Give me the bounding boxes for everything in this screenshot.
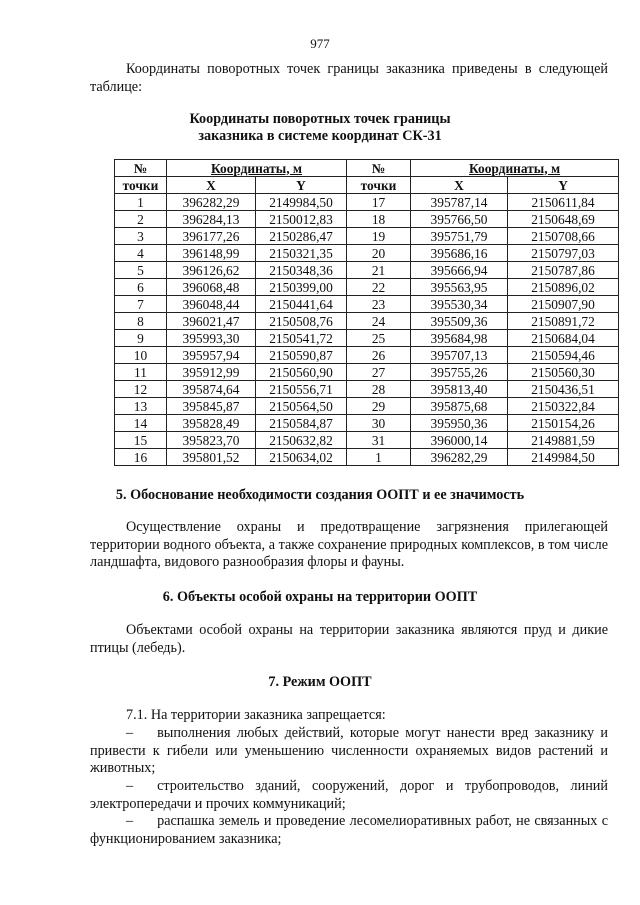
x-coordinate-cell: 395509,36 — [411, 313, 508, 330]
section-6-text: Объектами особой охраны на территории заказника являются пруд и дикие птицы (лебедь). — [90, 622, 608, 656]
table-title-line-1: Координаты поворотных точек границы — [189, 111, 451, 127]
x-coordinate-cell: 395751,79 — [411, 228, 508, 245]
x-coordinate-cell: 396126,62 — [167, 262, 256, 279]
y-coordinate-cell: 2150560,30 — [508, 364, 619, 381]
x-coordinate-cell: 396148,99 — [167, 245, 256, 262]
point-no-cell: 11 — [115, 364, 167, 381]
header-point-label-right: точки — [347, 177, 411, 194]
x-coordinate-cell: 395666,94 — [411, 262, 508, 279]
y-coordinate-cell: 2150508,76 — [256, 313, 347, 330]
y-coordinate-cell: 2150797,03 — [508, 245, 619, 262]
point-no-cell: 4 — [115, 245, 167, 262]
y-coordinate-cell: 2150611,84 — [508, 194, 619, 211]
prohibition-item-3: – распашка земель и проведение лесомелиоративных работ, не связанных с функционированием заказника; — [90, 813, 608, 847]
table-row — [115, 364, 619, 381]
header-coordinates-left: Координаты, м — [167, 160, 347, 177]
y-coordinate-cell: 2150441,64 — [256, 296, 347, 313]
x-coordinate-cell: 395801,52 — [167, 449, 256, 466]
coordinates-table-body — [115, 194, 619, 466]
x-coordinate-cell: 396000,14 — [411, 432, 508, 449]
y-coordinate-cell: 2150154,26 — [508, 415, 619, 432]
x-coordinate-cell: 395950,36 — [411, 415, 508, 432]
point-no-cell: 13 — [115, 398, 167, 415]
table-row — [115, 398, 619, 415]
x-coordinate-cell: 395813,40 — [411, 381, 508, 398]
point-no-cell: 18 — [347, 211, 411, 228]
point-no-cell: 28 — [347, 381, 411, 398]
x-coordinate-cell: 395845,87 — [167, 398, 256, 415]
table-row — [115, 194, 619, 211]
x-coordinate-cell: 395912,99 — [167, 364, 256, 381]
x-coordinate-cell: 395755,26 — [411, 364, 508, 381]
y-coordinate-cell: 2150787,86 — [508, 262, 619, 279]
header-point-label: точки — [115, 177, 167, 194]
x-coordinate-cell: 396177,26 — [167, 228, 256, 245]
y-coordinate-cell: 2150684,04 — [508, 330, 619, 347]
header-coordinates-right: Координаты, м — [411, 160, 619, 177]
x-coordinate-cell: 395684,98 — [411, 330, 508, 347]
y-coordinate-cell: 2150632,82 — [256, 432, 347, 449]
point-no-cell: 27 — [347, 364, 411, 381]
table-row — [115, 211, 619, 228]
section-5-heading: 5. Обоснование необходимости создания ООПТ и ее значимость — [115, 487, 525, 503]
point-no-cell: 3 — [115, 228, 167, 245]
x-coordinate-cell: 395707,13 — [411, 347, 508, 364]
x-coordinate-cell: 395686,16 — [411, 245, 508, 262]
y-coordinate-cell: 2150907,90 — [508, 296, 619, 313]
point-no-cell: 8 — [115, 313, 167, 330]
header-x-left: X — [167, 177, 256, 194]
header-y-right: Y — [508, 177, 619, 194]
y-coordinate-cell: 2150322,84 — [508, 398, 619, 415]
table-row — [115, 449, 619, 466]
y-coordinate-cell: 2149984,50 — [256, 194, 347, 211]
section-5-text: Осуществление охраны и предотвращение загрязнения прилегающей территории водного объекта, а также сохранение природных комплексов, в том числе ландшафта, видового разнообразия флоры и фауны. — [90, 519, 608, 570]
y-coordinate-cell: 2150891,72 — [508, 313, 619, 330]
x-coordinate-cell: 395787,14 — [411, 194, 508, 211]
table-row — [115, 228, 619, 245]
y-coordinate-cell: 2150584,87 — [256, 415, 347, 432]
x-coordinate-cell: 395563,95 — [411, 279, 508, 296]
point-no-cell: 7 — [115, 296, 167, 313]
y-coordinate-cell: 2150556,71 — [256, 381, 347, 398]
point-no-cell: 1 — [115, 194, 167, 211]
x-coordinate-cell: 396284,13 — [167, 211, 256, 228]
point-no-cell: 17 — [347, 194, 411, 211]
point-no-cell: 5 — [115, 262, 167, 279]
table-row — [115, 415, 619, 432]
point-no-cell: 12 — [115, 381, 167, 398]
point-no-cell: 22 — [347, 279, 411, 296]
x-coordinate-cell: 396068,48 — [167, 279, 256, 296]
header-point-no: № — [115, 160, 167, 177]
x-coordinate-cell: 396282,29 — [411, 449, 508, 466]
point-no-cell: 20 — [347, 245, 411, 262]
table-title-line-2: заказника в системе координат СК-31 — [198, 128, 442, 144]
header-x-right: X — [411, 177, 508, 194]
intro-paragraph: Координаты поворотных точек границы заказника приведены в следующей таблице: — [90, 61, 608, 95]
y-coordinate-cell: 2150708,66 — [508, 228, 619, 245]
table-row — [115, 313, 619, 330]
point-no-cell: 30 — [347, 415, 411, 432]
y-coordinate-cell: 2150594,46 — [508, 347, 619, 364]
y-coordinate-cell: 2150012,83 — [256, 211, 347, 228]
x-coordinate-cell: 396021,47 — [167, 313, 256, 330]
prohibition-item-2: – строительство зданий, сооружений, дорог и трубопроводов, линий электропередачи и прочих коммуникаций; — [90, 778, 608, 812]
point-no-cell: 6 — [115, 279, 167, 296]
section-7-1-text: 7.1. На территории заказника запрещается: — [126, 707, 386, 723]
section-7-heading: 7. Режим ООПТ — [268, 674, 372, 690]
header-point-no-right: № — [347, 160, 411, 177]
y-coordinate-cell: 2150648,69 — [508, 211, 619, 228]
table-row — [115, 381, 619, 398]
y-coordinate-cell: 2150541,72 — [256, 330, 347, 347]
y-coordinate-cell: 2150399,00 — [256, 279, 347, 296]
table-row — [115, 347, 619, 364]
x-coordinate-cell: 395993,30 — [167, 330, 256, 347]
y-coordinate-cell: 2150564,50 — [256, 398, 347, 415]
table-row — [115, 330, 619, 347]
point-no-cell: 9 — [115, 330, 167, 347]
table-row — [115, 296, 619, 313]
y-coordinate-cell: 2149881,59 — [508, 432, 619, 449]
y-coordinate-cell: 2149984,50 — [508, 449, 619, 466]
y-coordinate-cell: 2150560,90 — [256, 364, 347, 381]
point-no-cell: 26 — [347, 347, 411, 364]
point-no-cell: 23 — [347, 296, 411, 313]
x-coordinate-cell: 396282,29 — [167, 194, 256, 211]
table-row — [115, 432, 619, 449]
x-coordinate-cell: 395875,68 — [411, 398, 508, 415]
table-row — [115, 279, 619, 296]
page-number: 977 — [310, 36, 330, 51]
x-coordinate-cell: 395823,70 — [167, 432, 256, 449]
point-no-cell: 14 — [115, 415, 167, 432]
point-no-cell: 25 — [347, 330, 411, 347]
point-no-cell: 1 — [347, 449, 411, 466]
x-coordinate-cell: 395828,49 — [167, 415, 256, 432]
y-coordinate-cell: 2150348,36 — [256, 262, 347, 279]
y-coordinate-cell: 2150436,51 — [508, 381, 619, 398]
point-no-cell: 15 — [115, 432, 167, 449]
header-y-left: Y — [256, 177, 347, 194]
y-coordinate-cell: 2150321,35 — [256, 245, 347, 262]
table-row — [115, 262, 619, 279]
coordinates-table — [114, 159, 619, 466]
x-coordinate-cell: 396048,44 — [167, 296, 256, 313]
y-coordinate-cell: 2150590,87 — [256, 347, 347, 364]
point-no-cell: 31 — [347, 432, 411, 449]
point-no-cell: 19 — [347, 228, 411, 245]
y-coordinate-cell: 2150896,02 — [508, 279, 619, 296]
y-coordinate-cell: 2150634,02 — [256, 449, 347, 466]
point-no-cell: 2 — [115, 211, 167, 228]
x-coordinate-cell: 395957,94 — [167, 347, 256, 364]
point-no-cell: 16 — [115, 449, 167, 466]
section-6-heading: 6. Объекты особой охраны на территории ООПТ — [162, 589, 478, 605]
prohibition-item-1: – выполнения любых действий, которые могут нанести вред заказнику и привести к гибели или уменьшению численности охраняемых видов растений и животных; — [90, 725, 608, 776]
x-coordinate-cell: 395766,50 — [411, 211, 508, 228]
y-coordinate-cell: 2150286,47 — [256, 228, 347, 245]
x-coordinate-cell: 395874,64 — [167, 381, 256, 398]
x-coordinate-cell: 395530,34 — [411, 296, 508, 313]
table-row — [115, 245, 619, 262]
point-no-cell: 10 — [115, 347, 167, 364]
point-no-cell: 24 — [347, 313, 411, 330]
point-no-cell: 21 — [347, 262, 411, 279]
point-no-cell: 29 — [347, 398, 411, 415]
